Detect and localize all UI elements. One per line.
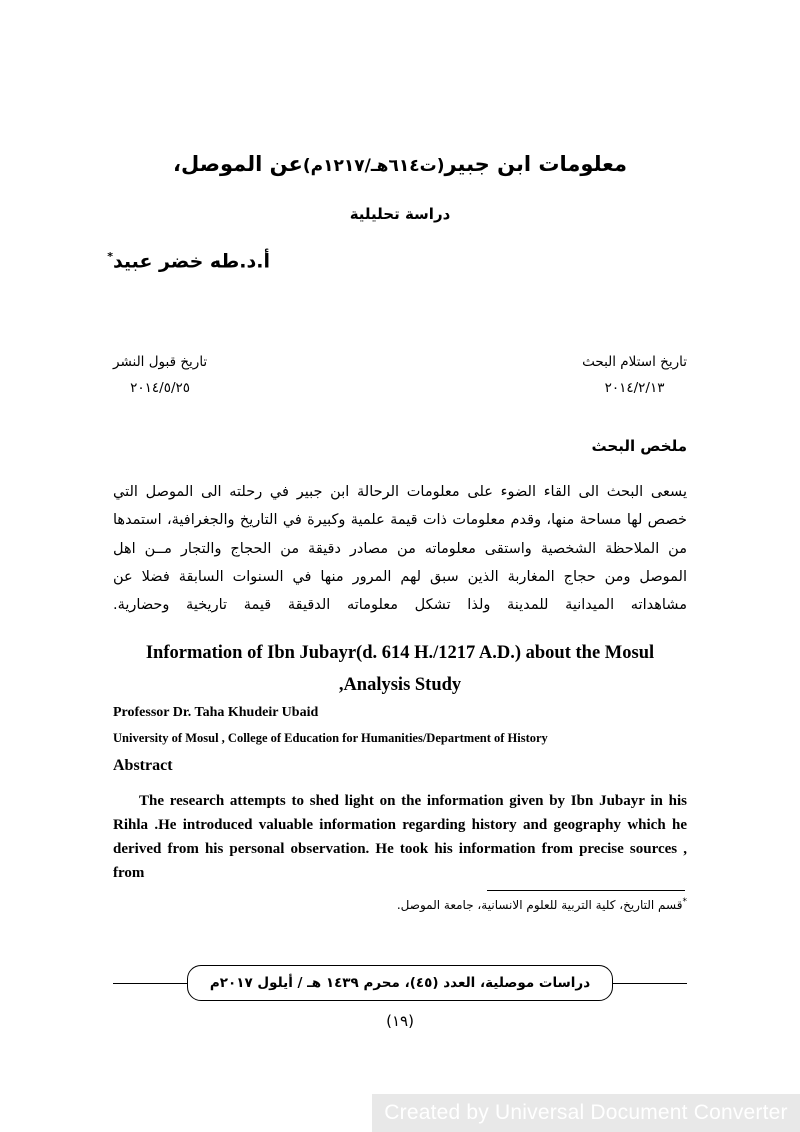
dates-row [113,350,687,401]
footer-rule-left [113,983,187,984]
accepted-date-value: ٢٠١٤/٥/٢٥ [130,379,191,396]
page-number: (١٩) [386,1012,414,1030]
abstract-arabic-heading: ملخص البحث [591,437,687,455]
affiliation-english: University of Mosul , College of Education for Humanities/Department of History [113,731,548,745]
title-arabic-main: معلومات ابن جبير [444,152,627,176]
footnote-text: قسم التاريخ، كلية التربية للعلوم الانسانية، جامعة الموصل. [396,898,683,912]
footnote [113,897,687,912]
title-english-line2: ,Analysis Study [338,675,462,696]
accepted-date-label: تاريخ قبول النشر [113,354,208,370]
author-arabic [107,250,270,272]
watermark: Created by Universal Document Converter [372,1094,800,1132]
journal-info-badge: دراسات موصلية، العدد (٤٥)، محرم ١٤٣٩ هـ / أيلول ٢٠١٧م [187,965,613,1001]
author-footnote-marker: * [107,250,113,263]
received-date-value: ٢٠١٤/٢/١٣ [604,379,665,396]
footer-rule-right [613,983,687,984]
accepted-date [113,350,207,401]
paper-title-english [113,637,687,702]
received-date [582,350,687,401]
abstract-arabic-body: يسعى البحث الى القاء الضوء على معلومات الرحالة ابن جبير في رحلته الى الموصل التي خصص لها مساحة منها، وقدم معلومات ذات قيمة علمية وكبيرة في التاريخ والجغرافية، استمدها من الملاحظة الشخصية واستقى معلوماته من مصادر دقيقة من الحجاج والتجار مــن اهل الموصل ومن حجاج المغاربة الذين سبق لهم المرور منها في السنوات السابقة فضلا عن مشاهداته الميدانية للمدينة ولذا تشكل معلوماته الدقيقة قيمة تاريخية وحضارية. [113,484,687,614]
title-arabic-tail: عن الموصل، [173,152,303,176]
title-english-line1: Information of Ibn Jubayr(d. 614 H./1217 A.D.) about the Mosul [145,643,655,663]
abstract-english-body: The research attempts to shed light on the information given by Ibn Jubayr in his Rihla .He introduced valuable information regarding history and geography which he derived from his personal observation. He took his information from precise sources , from [113,793,687,881]
paper-title-arabic [0,152,800,176]
abstract-english-heading: Abstract [113,757,173,774]
title-arabic-dates: (ت٦١٤هـ/١٢١٧م) [302,156,445,176]
author-english: Professor Dr. Taha Khudeir Ubaid [113,705,319,720]
paper-subtitle-arabic: دراسة تحليلية [349,205,451,223]
footnote-divider [487,890,685,891]
received-date-label: تاريخ استلام البحث [582,354,687,370]
footnote-marker: * [682,897,687,907]
author-arabic-name: أ.د.طه خضر عبيد [112,250,270,273]
page-footer [113,962,687,1004]
